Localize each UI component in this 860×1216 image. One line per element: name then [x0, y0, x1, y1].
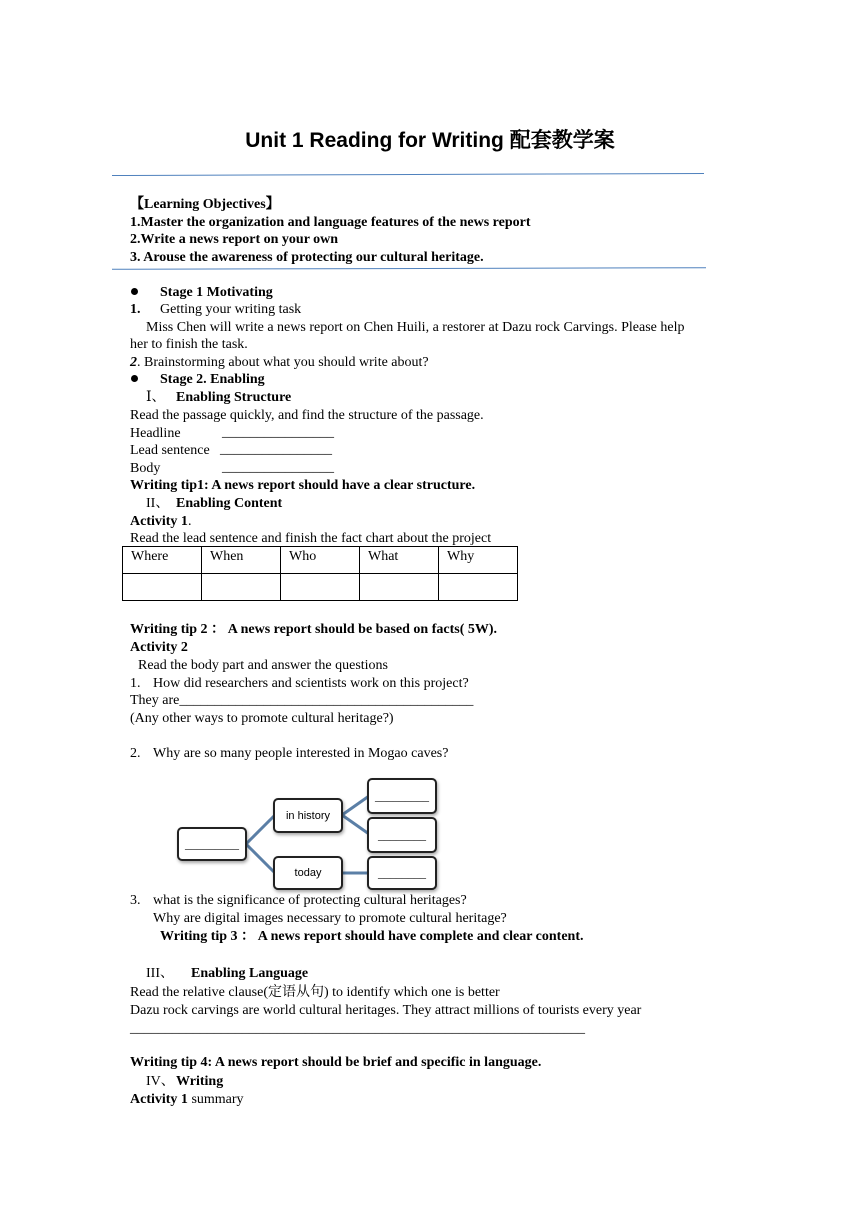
language-sentence: Dazu rock carvings are world cultural heritages. They attract millions of tourists every year	[130, 1003, 642, 1018]
page-title: Unit 1 Reading for Writing 配套教学案	[245, 129, 615, 152]
fact-answer-cell[interactable]	[439, 574, 518, 601]
writing-heading: Writing	[176, 1074, 224, 1089]
structure-blank-body[interactable]: ________________	[222, 460, 334, 475]
structure-blank-lead[interactable]: ________________	[220, 442, 332, 457]
fact-answer-cell[interactable]	[123, 574, 202, 601]
connector-line	[342, 815, 369, 834]
activity1-line	[130, 513, 191, 530]
objectives-divider	[112, 267, 706, 270]
top-divider	[112, 173, 704, 176]
activity1-label: Activity 1	[130, 514, 188, 529]
objective-item: 3. Arouse the awareness of protecting our cultural heritage.	[130, 250, 484, 265]
writing-tip-3: Writing tip 3 ： A news report should have complete and clear content.	[160, 929, 584, 944]
activity1-dot: .	[187, 514, 192, 529]
fact-header-cell: Where	[123, 547, 202, 574]
question-1: How did researchers and scientists work on this project?	[153, 676, 469, 691]
root-blank: _________	[185, 836, 239, 851]
task-label: Getting your writing task	[160, 302, 302, 317]
connector-line	[246, 844, 275, 873]
mind-map-today-box	[273, 856, 343, 890]
question-3: what is the significance of protecting cultural heritages?	[153, 893, 467, 908]
writing-tip-4: Writing tip 4: A news report should be brief and specific in language.	[130, 1055, 542, 1070]
history-label: in history	[285, 809, 331, 822]
writing-tip-2: Writing tip 2 ： A news report should be based on facts( 5W).	[130, 622, 498, 637]
writing-number: IV、	[146, 1074, 175, 1089]
fact-answer-cell[interactable]	[281, 574, 360, 601]
language-instruction: Read the relative clause(定语从句) to identify which one is better	[130, 985, 500, 1000]
fact-header-cell: Who	[281, 547, 360, 574]
content-number: II、	[146, 496, 170, 511]
structure-instruction: Read the passage quickly, and find the structure of the passage.	[130, 408, 484, 423]
writing-tip-1: Writing tip1: A news report should have a clear structure.	[130, 478, 476, 493]
question-2-number: 2.	[130, 746, 141, 761]
brainstorm-number: 2	[130, 355, 137, 370]
structure-heading: Enabling Structure	[176, 390, 292, 405]
mind-map-history-box	[273, 798, 343, 833]
connector-line	[246, 815, 275, 844]
stage2-heading: Stage 2. Enabling	[160, 372, 265, 387]
objective-item: 1.Master the organization and language features of the news report	[130, 215, 531, 230]
structure-label-lead: Lead sentence	[130, 443, 210, 458]
connector-line	[342, 796, 369, 815]
brainstorm-line	[130, 354, 429, 371]
question-3b: Why are digital images necessary to promote cultural heritage?	[153, 911, 507, 926]
fact-chart-answer-row	[123, 574, 518, 601]
fact-answer-cell[interactable]	[360, 574, 439, 601]
language-number: III、	[146, 966, 174, 981]
leaf-blank: ________	[378, 827, 426, 842]
structure-number: Ⅰ、	[146, 390, 166, 405]
fact-answer-cell[interactable]	[202, 574, 281, 601]
writing-activity-label: Activity 1	[130, 1092, 188, 1107]
activity2-instruction: Read the body part and answer the questions	[138, 658, 388, 673]
task-number: 1.	[130, 302, 141, 317]
question-1-number: 1.	[130, 676, 141, 691]
today-label: today	[294, 867, 322, 879]
structure-label-headline: Headline	[130, 426, 181, 441]
task-text: Miss Chen will write a news report on Chen Huili, a restorer at Dazu rock Carvings. Please help	[146, 320, 685, 335]
task-text-cont: her to finish the task.	[130, 337, 248, 352]
writing-activity-line	[130, 1091, 244, 1108]
objective-item: 2.Write a news report on your own	[130, 232, 339, 247]
bullet-icon	[131, 288, 138, 295]
language-heading: Enabling Language	[191, 966, 309, 981]
fact-header-cell: Why	[439, 547, 518, 574]
bullet-icon	[131, 375, 138, 382]
fact-chart	[122, 546, 518, 601]
writing-activity-text: summary	[191, 1092, 244, 1107]
mind-map-leaf-box[interactable]	[367, 856, 437, 890]
leaf-blank: _________	[375, 788, 429, 803]
fact-chart-header-row	[123, 547, 518, 574]
activity1-instruction: Read the lead sentence and finish the fact chart about the project	[130, 531, 492, 546]
mind-map-leaf-box[interactable]	[367, 778, 437, 814]
stage1-heading: Stage 1 Motivating	[160, 285, 273, 300]
leaf-blank: ________	[378, 865, 426, 880]
structure-blank-headline[interactable]: ________________	[222, 425, 334, 440]
fact-header-cell: What	[360, 547, 439, 574]
activity2-label: Activity 2	[130, 640, 188, 655]
language-answer-line[interactable]: _________________________________________________________________	[130, 1021, 585, 1036]
question-2: Why are so many people interested in Mogao caves?	[153, 746, 449, 761]
question-1-extra: (Any other ways to promote cultural heritage?)	[130, 711, 394, 726]
content-heading: Enabling Content	[176, 496, 283, 511]
mind-map-leaf-box[interactable]	[367, 817, 437, 853]
question-1-answer[interactable]: They are__________________________________________	[130, 693, 474, 708]
fact-header-cell: When	[202, 547, 281, 574]
structure-label-body: Body	[130, 461, 161, 476]
mind-map-root-box[interactable]	[177, 827, 247, 861]
brainstorm-text: . Brainstorming about what you should write about?	[137, 355, 429, 370]
objectives-heading: 【Learning Objectives】	[130, 197, 280, 212]
question-3-number: 3.	[130, 893, 141, 908]
